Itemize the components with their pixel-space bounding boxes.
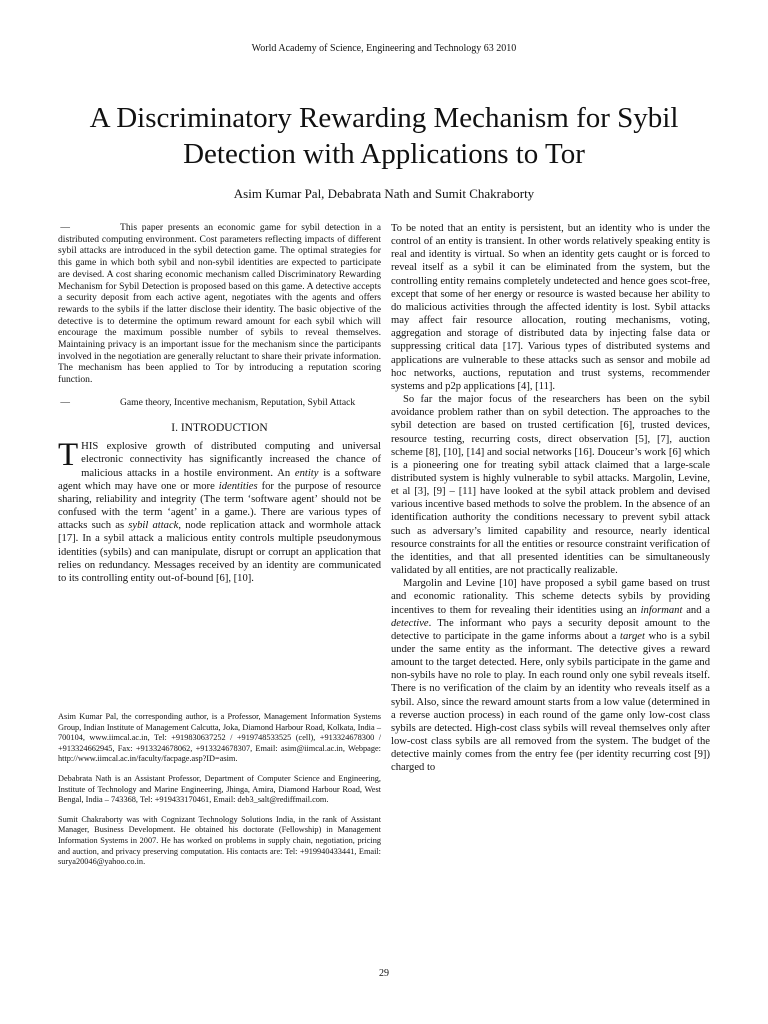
page-number: 29: [379, 968, 389, 979]
abstract-label: —: [60, 222, 70, 233]
paper-title: A Discriminatory Rewarding Mechanism for Sybil Detection with Applications to Tor: [89, 102, 679, 170]
author-footnotes: [58, 712, 381, 877]
paper-authors: Asim Kumar Pal, Debabrata Nath and Sumit Chakraborty: [233, 186, 535, 201]
drop-cap: T: [58, 437, 79, 474]
left-column: [58, 222, 381, 585]
section-heading-introduction: I. INTRODUCTION: [171, 421, 268, 434]
right-paragraph-2: So far the major focus of the researchers has been on the sybil avoidance problem rather than on sybil detection. The approaches to the sybil detection are based on trusted certification [6], trusted devices, resource testing, recurring costs, direct observation [5], [7], auction scheme [8], [10], [14] and social networks [16]. Douceur’s work [6] which is a pioneering one for treating sybil attack claimed that a large-scale distributed system is highly vulnerable to sybil attacks. Margolin, Levine, et al [3], [9] – [11] have looked at the sybil attack problem and devised various incentive based methods to solve the problem. In the absence of an identification authority the conditions necessary to prevent sybil attack such as adversary’s limited capability and resource, nearly identical resource constraints for all the entities or resource constraint verification of the identities, and that all presented identities can be simultaneously validated by all entities, are not practically realizable.: [391, 394, 710, 577]
index-terms: [58, 397, 381, 409]
journal-header: World Academy of Science, Engineering and Technology 63 2010: [251, 43, 517, 54]
right-paragraph-1: To be noted that an entity is persistent, but an identity who is under the control of an entity is transient. In other words relatively speaking entity is real and identity is virtual. So when an identity gets caught or is forced to reveal itself as a sybil it can be eliminated from the system, but the controlling entity remains completely undetected and hence goes scot-free, except that some of her energy or resource is wasted because her ability to do malicious activities through the affected identity is lost. Sybil attacks may affect fair resource allocation, routing mechanisms, voting, aggregation and storage of distributed data by injecting false data or suppressing critical data [17]. Various types of distributed systems and applications are vulnerable to these attacks such as sensor and mobile ad hoc networks, auctions, reputation and trust systems, recommender systems and p2p applications [4], [11].: [391, 223, 710, 392]
index-terms-label: —: [60, 396, 70, 408]
abstract: [58, 222, 381, 386]
footnote-author-1: Asim Kumar Pal, the corresponding author, is a Professor, Management Information Systems Group, Indian Institute of Management Calcutta, Joka, Diamond Harbour Road, Kolkata, India – 700104, www.iimcal.ac.in, Tel: +919830637252 / +919748533525 (cell), +913324678300 / +913324662945, Fax: +913324678062, +913324678307, Email: asim@iimcal.ac.in, Webpage: http://www.iimcal.ac.in/faculty/facpage.asp?ID=asim.: [58, 712, 381, 764]
footnote-author-3: Sumit Chakraborty was with Cognizant Technology Solutions India, in the rank of Assistant Manager, Business Development. He obtained his doctorate (Fellowship) in Management Information Systems in 2007. He has worked on problems in supply chain, negotiation, pricing and auction, and privacy preserving computation. His contacts are: Tel: +919940433441, Email: surya20046@yahoo.co.in.: [58, 814, 381, 867]
right-paragraph-3: Margolin and Levine [10] have proposed a sybil game based on trust and economic rationality. This scheme detects sybils by providing incentives to them for revealing their identities using an informant and a detective. The informant who pays a security deposit amount to the detective to participate in the game informs about a target who is a sybil under the same entity as the informant. The detective gives a reward amount to the target detected. Here, only sybils participate in the game and non-sybils have no role to play. In each round only one sybil reveals itself. There is no verification of the claim by an identity who reveals itself as a sybil. Also, since the reward amount starts from a low value (determined in a reverse auction process) in each round of the game only low-cost class sybils are detected. High-cost class sybils will reveal themselves only after low-cost class sybils are all removed from the system. The budget of the detective mainly comes from the entry fee (per identity recurring cost [9]) charged to: [391, 578, 711, 774]
footnote-author-2: Debabrata Nath is an Assistant Professor, Department of Computer Science and Engineering, Institute of Technology and Marine Engineering, Jhinga, Amira, Diamond Harbour Road, West Bengal, India – 743368, Tel: +919433170461, Email: deb3_salt@rediffmail.com.: [58, 773, 381, 805]
abstract-text: This paper presents an economic game for sybil detection in a distributed computing environment. Cost parameters reflecting impacts of different sybil attacks are introduced in the sybil detection game. The optimal strategies for this game in which both sybil and non-sybil identities are expected to participate are devised. A cost sharing economic mechanism called Discriminatory Rewarding Mechanism for Sybil Detection is proposed based on this game. A detective accepts a security deposit from each active agent, negotiates with the agents and offers rewards to the sybils if the latter disclose their identity. The basic objective of the detective is to determine the optimum reward amount for each sybil which will encourage the maximum possible number of sybils to reveal themselves. Maintaining privacy is an important issue for the mechanism since the participants involved in the negotiation are generally reluctant to share their private information. The mechanism has been applied to Tor by introducing a reputation scoring function.: [58, 222, 381, 386]
right-column: [391, 222, 710, 775]
index-terms-text: Game theory, Incentive mechanism, Reputation, Sybil Attack: [120, 396, 356, 408]
introduction-paragraph: THIS explosive growth of distributed computing and universal electronic connectivity has significantly increased the chance of malicious attacks in a hostile environment. An entity is a software agent which may have one or more identities for the purpose of resource sharing, reliability and integrity (The term ‘software agent’ should not be confused with the term ‘agent’ in a game.). There are various types of attacks such as sybil attack, node replication attack and wormhole attack [17]. In a sybil attack a malicious entity controls multiple pseudonymous identities (sybils) and can manipulate, disrupt or corrupt an application that relies on redundancy. Messages received by an identity are communicated to its controlling entity out-of-bound [6], [10].: [58, 437, 382, 584]
